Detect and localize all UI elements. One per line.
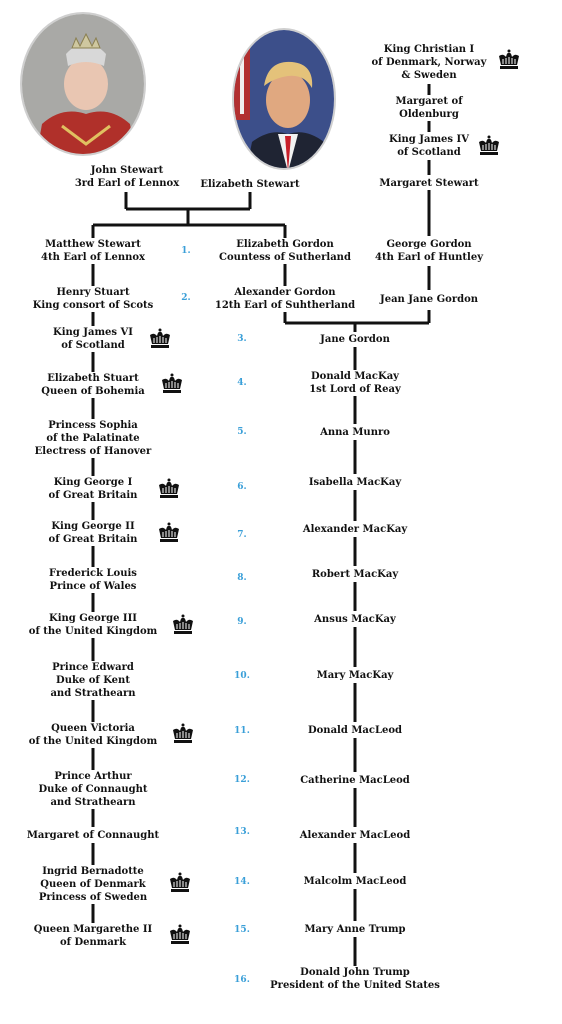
generation-number: 12. — [234, 775, 250, 785]
right-lineage-person: Donald MacLeod — [307, 724, 403, 736]
right-lineage-person: Jane Gordon — [320, 333, 390, 345]
left-lineage-person: Princess Sophia of the Palatinate Electress of Hanover — [34, 419, 152, 457]
right-lineage-person: Robert MacKay — [311, 568, 399, 580]
right-lineage-person: Mary Anne Trump — [304, 923, 406, 935]
crown-icon — [148, 328, 172, 350]
generation-number: 10. — [234, 671, 250, 681]
crown-icon — [157, 522, 181, 544]
crown-icon — [157, 478, 181, 500]
right-lineage-person: Donald John Trump President of the United States — [270, 967, 440, 991]
right-lineage-person: Alexander MacLeod — [299, 829, 411, 841]
left-lineage-person: Prince Arthur Duke of Connaught and Strathearn — [38, 770, 148, 808]
person-elizabeth-stewart: Elizabeth Stewart — [200, 178, 300, 190]
right-lineage-person: Isabella MacKay — [308, 476, 402, 488]
right-lineage-person: Alexander MacKay — [302, 523, 408, 535]
queen-portrait — [20, 12, 146, 156]
president-portrait — [232, 28, 336, 170]
crown-icon — [497, 49, 521, 71]
left-lineage-person: King George III of the United Kingdom — [28, 613, 158, 637]
generation-number: 7. — [237, 530, 247, 540]
generation-number: 6. — [237, 482, 247, 492]
left-lineage-person: King James VI of Scotland — [53, 327, 133, 351]
generation-number: 4. — [237, 378, 247, 388]
right-lineage-person: Elizabeth Gordon Countess of Sutherland — [219, 239, 351, 263]
person-jean-gordon: Jean Jane Gordon — [379, 293, 479, 305]
crown-icon — [477, 135, 501, 157]
generation-number: 16. — [234, 975, 250, 985]
generation-number: 1. — [181, 246, 191, 256]
person-george-gordon: George Gordon 4th Earl of Huntley — [374, 239, 484, 263]
person-margaret-of-oldenburg: Margaret of Oldenburg — [363, 95, 496, 121]
person-christian-i: King Christian I of Denmark, Norway & Sweden — [371, 43, 487, 81]
person-james-iv: King James IV of Scotland — [389, 134, 469, 158]
right-lineage-person: Ansus MacKay — [314, 613, 396, 625]
generation-number: 2. — [181, 293, 191, 303]
left-lineage-person: Prince Edward Duke of Kent and Strathearn — [50, 661, 136, 699]
crown-icon — [168, 924, 192, 946]
crown-icon — [171, 723, 195, 745]
generation-number: 11. — [234, 726, 250, 736]
left-lineage-person: Margaret of Connaught — [26, 829, 160, 841]
right-lineage-person: Mary MacKay — [316, 669, 394, 681]
right-lineage-person: Anna Munro — [320, 426, 390, 438]
left-lineage-person: Queen Margarethe II of Denmark — [33, 924, 153, 948]
generation-number: 15. — [234, 925, 250, 935]
crown-icon — [168, 872, 192, 894]
left-lineage-person: King George I of Great Britain — [48, 477, 138, 501]
right-lineage-person: Catherine MacLeod — [300, 774, 410, 786]
right-lineage-person: Malcolm MacLeod — [303, 875, 407, 887]
crown-icon — [171, 614, 195, 636]
generation-number: 3. — [237, 334, 247, 344]
generation-number: 13. — [234, 827, 250, 837]
generation-number: 14. — [234, 877, 250, 887]
right-lineage-person: Alexander Gordon 12th Earl of Suhtherland — [214, 287, 356, 311]
left-lineage-person: Ingrid Bernadotte Queen of Denmark Princess of Sweden — [38, 865, 148, 903]
person-john-stewart: John Stewart 3rd Earl of Lennox — [74, 165, 180, 189]
generation-number: 5. — [237, 427, 247, 437]
left-lineage-person: Queen Victoria of the United Kingdom — [28, 723, 158, 747]
left-lineage-person: Frederick Louis Prince of Wales — [49, 568, 137, 592]
crown-icon — [160, 373, 184, 395]
person-margaret-stewart: Margaret Stewart — [379, 177, 479, 189]
left-lineage-person: Elizabeth Stuart Queen of Bohemia — [41, 373, 145, 397]
president-portrait-image — [234, 30, 336, 170]
generation-number: 8. — [237, 573, 247, 583]
left-lineage-person: King George II of Great Britain — [48, 521, 138, 545]
right-lineage-person: Donald MacKay 1st Lord of Reay — [309, 371, 401, 395]
left-lineage-person: Matthew Stewart 4th Earl of Lennox — [41, 239, 145, 263]
left-lineage-person: Henry Stuart King consort of Scots — [32, 287, 154, 311]
queen-portrait-image — [22, 14, 146, 156]
generation-number: 9. — [237, 617, 247, 627]
